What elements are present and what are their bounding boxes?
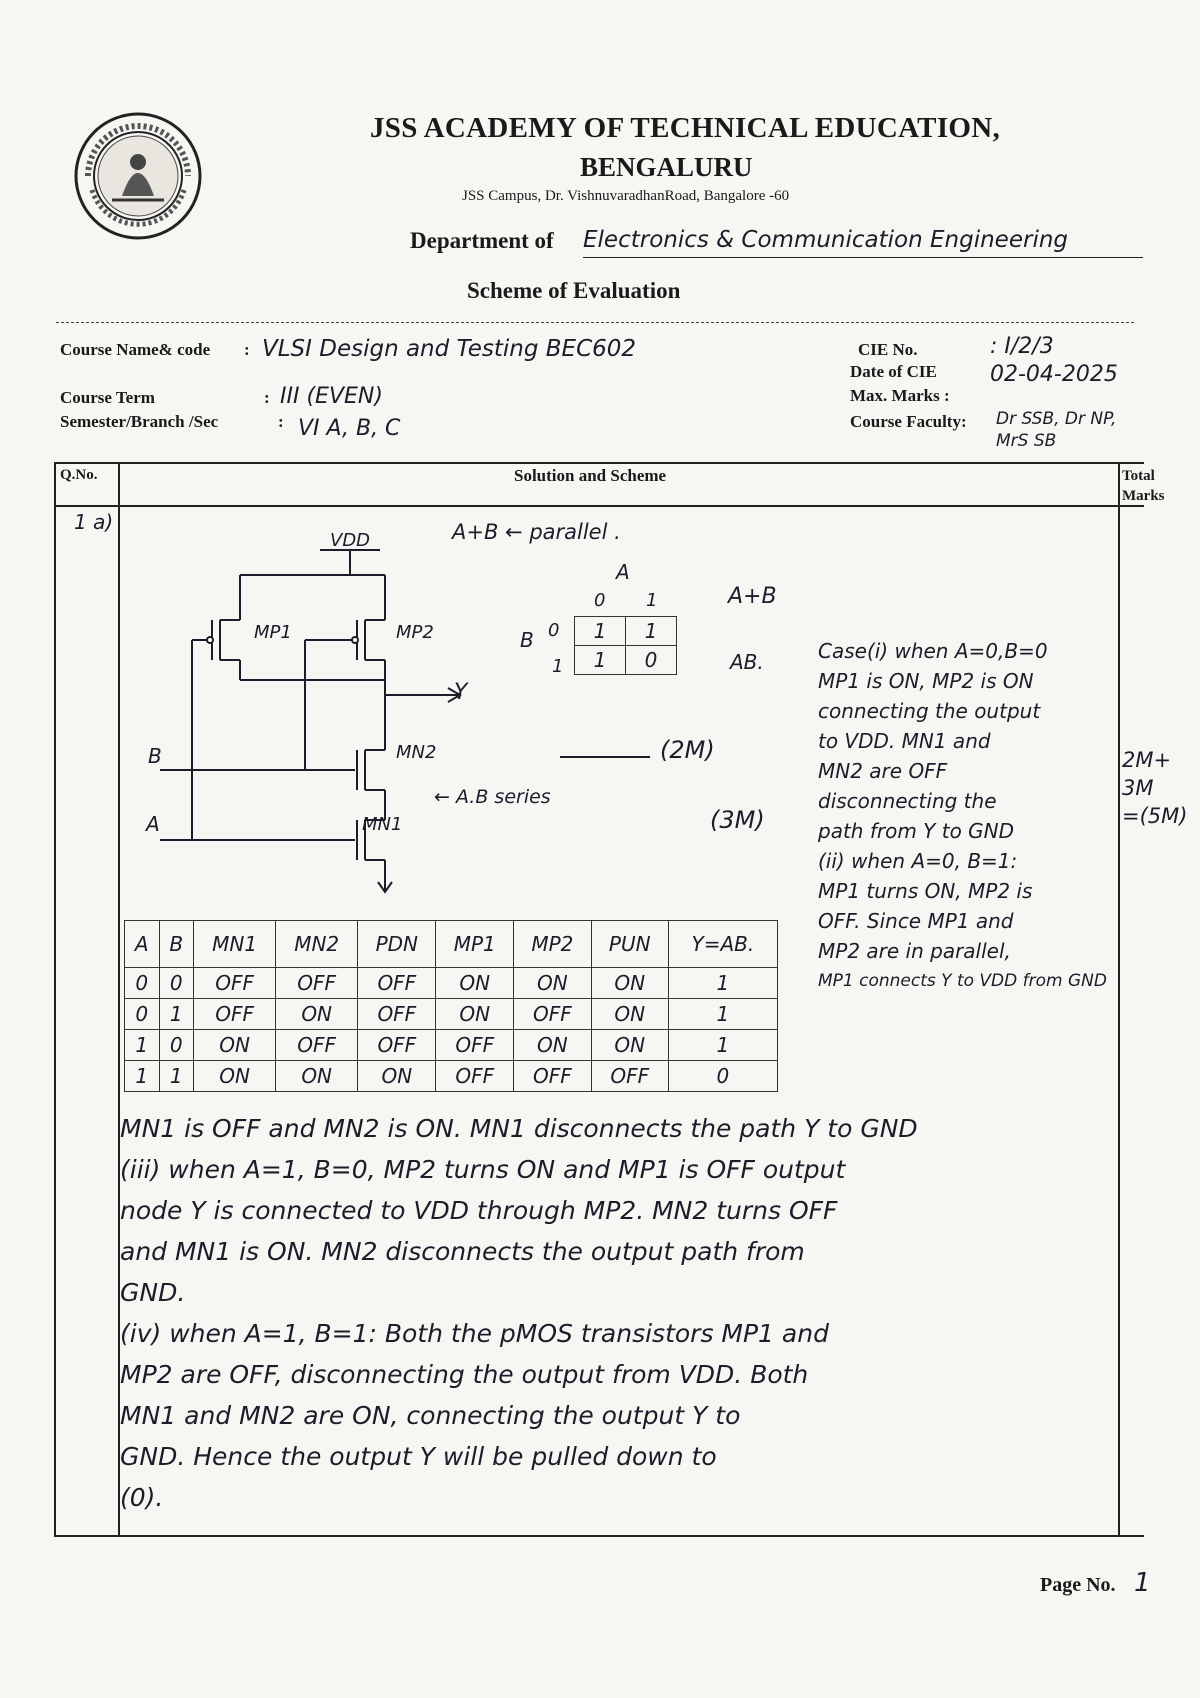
- case-note-line: to VDD. MN1 and: [818, 729, 991, 753]
- truth-table-cell: OFF: [194, 999, 276, 1030]
- answer-line: (iii) when A=1, B=0, MP2 turns ON and MP1 is OFF output: [120, 1155, 846, 1184]
- truth-table-cell: OFF: [514, 999, 592, 1030]
- answer-line: node Y is connected to VDD through MP2. MN2 turns OFF: [120, 1196, 838, 1225]
- kmap-row-head-1: 1: [552, 656, 564, 677]
- truth-table-header: B: [159, 921, 194, 968]
- max-marks-label: Max. Marks :: [850, 386, 950, 405]
- truth-table-header: PDN: [358, 921, 436, 968]
- truth-table-header: PUN: [591, 921, 668, 968]
- case-note-line: MN2 are OFF: [818, 759, 948, 783]
- truth-table-cell: OFF: [436, 1030, 514, 1061]
- case-note-line: Case(i) when A=0,B=0: [818, 639, 1048, 663]
- course-colon: :: [244, 340, 250, 359]
- semester-value: VI A, B, C: [298, 416, 401, 441]
- truth-table-cell: ON: [194, 1061, 276, 1092]
- mp1-label: MP1: [254, 622, 292, 643]
- table-left-border: [54, 462, 56, 1537]
- truth-table-cell: ON: [436, 999, 514, 1030]
- truth-table-cell: 1: [159, 1061, 194, 1092]
- truth-table-row: [125, 1030, 778, 1061]
- marks-2m-dash: [560, 756, 650, 758]
- parallel-annotation: A+B ← parallel .: [452, 520, 621, 544]
- term-colon: :: [264, 388, 270, 407]
- answer-line: MN1 and MN2 are ON, connecting the output Y to: [120, 1401, 741, 1430]
- case-note-line: MP1 turns ON, MP2 is: [818, 879, 1033, 903]
- truth-table-cell: 0: [159, 1030, 194, 1061]
- truth-table-cell: ON: [276, 999, 358, 1030]
- truth-table-cell: OFF: [514, 1061, 592, 1092]
- case-note-line: MP1 is ON, MP2 is ON: [818, 669, 1034, 693]
- answer-line: MN1 is OFF and MN2 is ON. MN1 disconnects the path Y to GND: [120, 1114, 918, 1143]
- truth-table: [124, 920, 778, 1092]
- term-label: Course Term: [60, 388, 155, 407]
- case-note-line: OFF. Since MP1 and: [818, 909, 1014, 933]
- semester-colon: :: [278, 412, 284, 431]
- output-y-label: Y: [454, 680, 468, 705]
- truth-table-cell: ON: [436, 968, 514, 999]
- truth-table-cell: 1: [125, 1061, 160, 1092]
- kmap-bottom-group-label: AB.: [730, 650, 764, 674]
- truth-table-cell: OFF: [194, 968, 276, 999]
- truth-table-header: MN1: [194, 921, 276, 968]
- kmap-cell: 1: [575, 646, 626, 675]
- question-number: 1 a): [74, 510, 114, 534]
- truth-table-header: A: [125, 921, 160, 968]
- answer-line: and MN1 is ON. MN2 disconnects the output path from: [120, 1237, 805, 1266]
- truth-table-cell: 1: [159, 999, 194, 1030]
- series-annotation: ← A.B series: [434, 786, 551, 808]
- karnaugh-map: [574, 616, 677, 675]
- truth-table-cell: 1: [668, 999, 777, 1030]
- term-value: III (EVEN): [280, 384, 383, 409]
- truth-table-cell: ON: [276, 1061, 358, 1092]
- marks-3m-annotation: (3M): [710, 806, 765, 834]
- case-notes: [818, 636, 1138, 996]
- case-note-line: connecting the output: [818, 699, 1041, 723]
- input-a-label: A: [146, 812, 160, 836]
- table-top-border: [54, 462, 1144, 464]
- truth-table-cell: ON: [591, 968, 668, 999]
- header-divider: [56, 322, 1134, 323]
- answer-line: MP2 are OFF, disconnecting the output from VDD. Both: [120, 1360, 809, 1389]
- truth-table-cell: OFF: [276, 968, 358, 999]
- mp2-label: MP2: [396, 622, 434, 643]
- vdd-label: VDD: [330, 530, 371, 551]
- kmap-col-head-1: 1: [646, 590, 658, 611]
- faculty-value: Dr SSB, Dr NP, MrS SB: [996, 409, 1117, 451]
- truth-table-cell: ON: [358, 1061, 436, 1092]
- case-note-line: MP1 connects Y to VDD from GND: [818, 971, 1107, 991]
- marks-line: 2M+: [1122, 748, 1172, 772]
- kmap-row-variable: B: [520, 628, 534, 652]
- kmap-cell: 1: [626, 617, 677, 646]
- truth-table-cell: 1: [125, 1030, 160, 1061]
- kmap-col-head-0: 0: [594, 590, 606, 611]
- course-value: VLSI Design and Testing BEC602: [262, 336, 637, 362]
- kmap-column-variable: A: [616, 560, 630, 584]
- truth-table-cell: OFF: [358, 1030, 436, 1061]
- truth-table-cell: ON: [194, 1030, 276, 1061]
- semester-label: Semester/Branch /Sec: [60, 412, 219, 431]
- truth-table-cell: 1: [668, 1030, 777, 1061]
- case-note-line: disconnecting the: [818, 789, 997, 813]
- answer-line: (iv) when A=1, B=1: Both the pMOS transistors MP1 and: [120, 1319, 829, 1348]
- truth-table-cell: 1: [668, 968, 777, 999]
- case-note-line: path from Y to GND: [818, 819, 1015, 843]
- truth-table-cell: ON: [514, 1030, 592, 1061]
- marks-line: =(5M): [1122, 804, 1188, 828]
- department-value: Electronics & Communication Engineering: [583, 227, 1143, 258]
- truth-table-cell: ON: [514, 968, 592, 999]
- course-label: Course Name& code: [60, 340, 211, 359]
- truth-table-header: MP1: [436, 921, 514, 968]
- kmap-row-head-0: 0: [548, 620, 560, 641]
- kmap-top-group-label: A+B: [728, 584, 777, 609]
- marks-breakdown: [1122, 746, 1198, 830]
- marks-line: 3M: [1122, 776, 1154, 800]
- input-b-label: B: [148, 744, 162, 768]
- truth-table-header: Y=AB.: [668, 921, 777, 968]
- truth-table-cell: 0: [668, 1061, 777, 1092]
- truth-table-cell: OFF: [591, 1061, 668, 1092]
- truth-table-row: [125, 1061, 778, 1092]
- column-header-solution: Solution and Scheme: [514, 466, 667, 485]
- truth-table-cell: 0: [159, 968, 194, 999]
- truth-table-header-row: [125, 921, 778, 968]
- institution-address: JSS Campus, Dr. VishnuvaradhanRoad, Bangalore -60: [462, 188, 790, 204]
- institution-seal-logo: [72, 110, 204, 242]
- table-bottom-border: [54, 1535, 1144, 1537]
- department-label: Department of: [410, 228, 554, 253]
- kmap-cell: 1: [575, 617, 626, 646]
- kmap-cell: 0: [626, 646, 677, 675]
- document-title: Scheme of Evaluation: [467, 278, 681, 303]
- truth-table-row: [125, 999, 778, 1030]
- truth-table-cell: OFF: [436, 1061, 514, 1092]
- truth-table-header: MP2: [514, 921, 592, 968]
- page-number-value: 1: [1134, 1568, 1151, 1598]
- page-number-label: Page No.: [1040, 1574, 1116, 1596]
- column-header-marks: Total Marks: [1122, 468, 1165, 504]
- truth-table-cell: 0: [125, 999, 160, 1030]
- marks-2m-annotation: (2M): [660, 736, 715, 764]
- case-note-line: MP2 are in parallel,: [818, 939, 1011, 963]
- truth-table-cell: OFF: [358, 968, 436, 999]
- date-value: 02-04-2025: [990, 362, 1118, 387]
- faculty-label: Course Faculty:: [850, 412, 967, 431]
- table-header-border: [54, 505, 1144, 507]
- answer-text: [120, 1108, 1120, 1518]
- answer-line: GND. Hence the output Y will be pulled down to: [120, 1442, 717, 1471]
- mn2-label: MN2: [396, 742, 437, 763]
- column-header-qno: Q.No.: [60, 467, 98, 483]
- truth-table-row: [125, 968, 778, 999]
- case-note-line: (ii) when A=0, B=1:: [818, 849, 1018, 873]
- truth-table-header: MN2: [276, 921, 358, 968]
- truth-table-cell: OFF: [276, 1030, 358, 1061]
- cie-no-label: CIE No.: [858, 340, 918, 359]
- cie-no-value: : I/2/3: [990, 334, 1054, 359]
- cmos-nand-circuit-diagram: [130, 520, 500, 900]
- truth-table-cell: ON: [591, 1030, 668, 1061]
- institution-name: JSS ACADEMY OF TECHNICAL EDUCATION,: [370, 112, 1001, 144]
- truth-table-cell: OFF: [358, 999, 436, 1030]
- date-label: Date of CIE: [850, 362, 937, 381]
- mn1-label: MN1: [362, 814, 403, 835]
- institution-city: BENGALURU: [580, 152, 753, 182]
- answer-line: GND.: [120, 1278, 186, 1307]
- truth-table-cell: 0: [125, 968, 160, 999]
- answer-line: (0).: [120, 1483, 164, 1512]
- truth-table-cell: ON: [591, 999, 668, 1030]
